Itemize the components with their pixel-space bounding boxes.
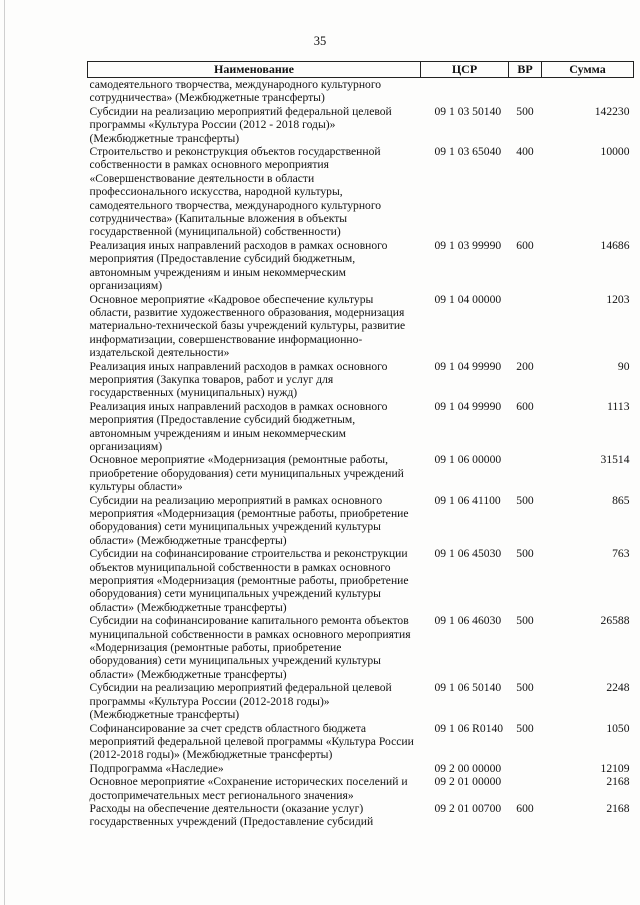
cell-vr bbox=[509, 762, 542, 775]
cell-name: Субсидии на реализацию мероприятий федеральной целевой программы «Культура России (2012 - 2018 годы)» (Межбюджетные трансферты) bbox=[89, 104, 392, 145]
cell-csr: 09 1 04 00000 bbox=[434, 292, 502, 306]
table-row bbox=[88, 400, 634, 454]
table-row bbox=[88, 293, 634, 360]
cell-vr: 500 bbox=[516, 614, 534, 628]
cell-sum: 2248 bbox=[606, 681, 630, 695]
table-row bbox=[88, 547, 634, 614]
cell-vr: 400 bbox=[516, 145, 534, 159]
table-row bbox=[88, 145, 634, 239]
cell-name: Основное мероприятие «Сохранение исторических поселений и достопримечательных мест регионального значения» bbox=[89, 775, 408, 802]
cell-csr bbox=[421, 78, 509, 105]
cell-vr: 600 bbox=[516, 801, 534, 815]
cell-csr: 09 1 03 65040 bbox=[434, 145, 502, 159]
cell-name: Реализация иных направлений расходов в рамках основного мероприятия (Предоставление субсидий бюджетным, автономным учреждениям и иным некоммерческим организациям) bbox=[89, 399, 388, 453]
cell-csr: 09 1 06 00000 bbox=[434, 453, 502, 467]
header-csr: ЦСР bbox=[421, 62, 509, 78]
cell-csr: 09 1 06 45030 bbox=[434, 547, 502, 561]
cell-sum: 10000 bbox=[600, 145, 630, 159]
table-row bbox=[88, 360, 634, 400]
cell-name: Субсидии на софинансирование капитального ремонта объектов муниципальной собственности в рамках основного мероприятия «Модернизация (ремонтные работы, приобретение оборудования) сети муниципальных учреждений культуры области» (Межбюджетные трансферты) bbox=[89, 614, 411, 681]
cell-name: Реализация иных направлений расходов в рамках основного мероприятия (Закупка товаров, работ и услуг для государственных (муниципальных) нужд) bbox=[89, 359, 388, 400]
cell-vr: 500 bbox=[516, 681, 534, 695]
cell-vr: 500 bbox=[516, 721, 534, 735]
cell-vr bbox=[509, 78, 542, 105]
cell-name: Расходы на обеспечение деятельности (оказание услуг) государственных учреждений (Предоставление субсидий bbox=[89, 801, 374, 829]
table-row bbox=[88, 802, 634, 829]
cell-csr: 09 1 06 41100 bbox=[434, 493, 501, 507]
cell-name: Софинансирование за счет средств областного бюджета мероприятий федеральной целевой программы «Культура России (2012-2018 годы)» (Межбюджетные трансферты) bbox=[89, 721, 414, 762]
cell-name: Подпрограмма «Наследие» bbox=[89, 761, 224, 775]
table-row bbox=[88, 239, 634, 293]
cell-name: Основное мероприятие «Кадровое обеспечение культуры области, развитие художественного образования, модернизация материально-технической базы учреждений культуры, развитие информатизации, совершенствование информационно-издательской деятельности» bbox=[89, 292, 406, 360]
cell-vr bbox=[509, 775, 542, 802]
cell-sum: 12109 bbox=[600, 761, 630, 775]
cell-vr: 500 bbox=[516, 104, 534, 118]
cell-csr: 09 2 01 00000 bbox=[434, 775, 502, 789]
cell-sum: 14686 bbox=[600, 238, 630, 252]
cell-csr: 09 2 00 00000 bbox=[434, 761, 502, 775]
cell-name: Основное мероприятие «Модернизация (ремонтные работы, приобретение оборудования) сети муниципальных учреждений культуры области» bbox=[89, 453, 404, 494]
cell-csr: 09 1 03 99990 bbox=[434, 238, 502, 252]
table-row bbox=[88, 762, 634, 775]
cell-vr: 500 bbox=[516, 547, 534, 561]
cell-csr: 09 1 06 50140 bbox=[434, 681, 502, 695]
cell-name: Субсидии на реализацию мероприятий в рамках основного мероприятия «Модернизация (ремонтные работы, приобретение оборудования) сети муниципальных учреждений культуры области» (Межбюджетные трансферты) bbox=[89, 493, 409, 547]
cell-sum: 1203 bbox=[606, 292, 630, 306]
header-sum: Сумма bbox=[542, 62, 634, 78]
cell-name: самодеятельного творчества, международного культурного сотрудничества» (Межбюджетные трансферты) bbox=[89, 78, 382, 105]
cell-sum: 2168 bbox=[606, 775, 630, 789]
cell-sum: 1113 bbox=[607, 399, 630, 413]
table-row bbox=[88, 494, 634, 548]
table-row bbox=[88, 614, 634, 681]
table-row bbox=[88, 78, 634, 105]
table-row bbox=[88, 105, 634, 145]
cell-name: Субсидии на реализацию мероприятий федеральной целевой программы «Культура России (2012-2018 годы)» (Межбюджетные трансферты) bbox=[89, 681, 392, 722]
table-row bbox=[88, 453, 634, 493]
budget-table bbox=[87, 61, 634, 829]
cell-csr: 09 1 03 50140 bbox=[434, 104, 502, 118]
cell-sum: 31514 bbox=[600, 453, 630, 467]
table-row bbox=[88, 681, 634, 721]
cell-name: Реализация иных направлений расходов в рамках основного мероприятия (Предоставление субсидий бюджетным, автономным учреждениям и иным некоммерческим организациям) bbox=[89, 238, 388, 293]
scan-edge bbox=[4, 0, 5, 905]
cell-csr: 09 1 06 46030 bbox=[434, 614, 502, 628]
cell-sum bbox=[542, 78, 634, 105]
cell-sum: 865 bbox=[612, 493, 630, 507]
cell-vr: 500 bbox=[516, 493, 534, 507]
cell-vr bbox=[509, 453, 542, 493]
table-header-row bbox=[88, 62, 634, 78]
cell-vr: 200 bbox=[516, 359, 534, 373]
page-number: 35 bbox=[313, 34, 327, 48]
cell-sum: 26588 bbox=[600, 614, 630, 628]
cell-csr: 09 1 04 99990 bbox=[434, 359, 502, 373]
cell-csr: 09 1 04 99990 bbox=[434, 399, 502, 413]
cell-sum: 2168 bbox=[606, 801, 630, 815]
cell-vr: 600 bbox=[516, 399, 534, 413]
table-row bbox=[88, 775, 634, 802]
cell-sum: 142230 bbox=[594, 104, 630, 118]
cell-csr: 09 2 01 00700 bbox=[434, 801, 502, 815]
cell-vr: 600 bbox=[516, 238, 534, 252]
cell-name: Субсидии на софинансирование строительства и реконструкции объектов муниципальной собственности в рамках основного мероприятия «Модернизация (ремонтные работы, приобретение оборудования) сети муниципальных учреждений культуры области» (Межбюджетные трансферты) bbox=[89, 547, 409, 614]
cell-name: Строительство и реконструкция объектов государственной собственности в рамках основного мероприятия «Совершенствование деятельности в области профессионального искусства, народной культуры, самодеятельного творчества, международного культурного сотрудничества» (Капитальные вложения в объекты государственной (муниципальной) собственности) bbox=[89, 145, 382, 239]
cell-vr bbox=[509, 293, 542, 360]
header-name: Наименование bbox=[88, 62, 421, 78]
table-row bbox=[88, 722, 634, 762]
cell-csr: 09 1 06 R0140 bbox=[434, 721, 504, 735]
cell-sum: 763 bbox=[612, 547, 630, 561]
cell-sum: 1050 bbox=[606, 721, 630, 735]
header-vr: ВР bbox=[509, 62, 542, 78]
cell-sum: 90 bbox=[617, 359, 630, 373]
